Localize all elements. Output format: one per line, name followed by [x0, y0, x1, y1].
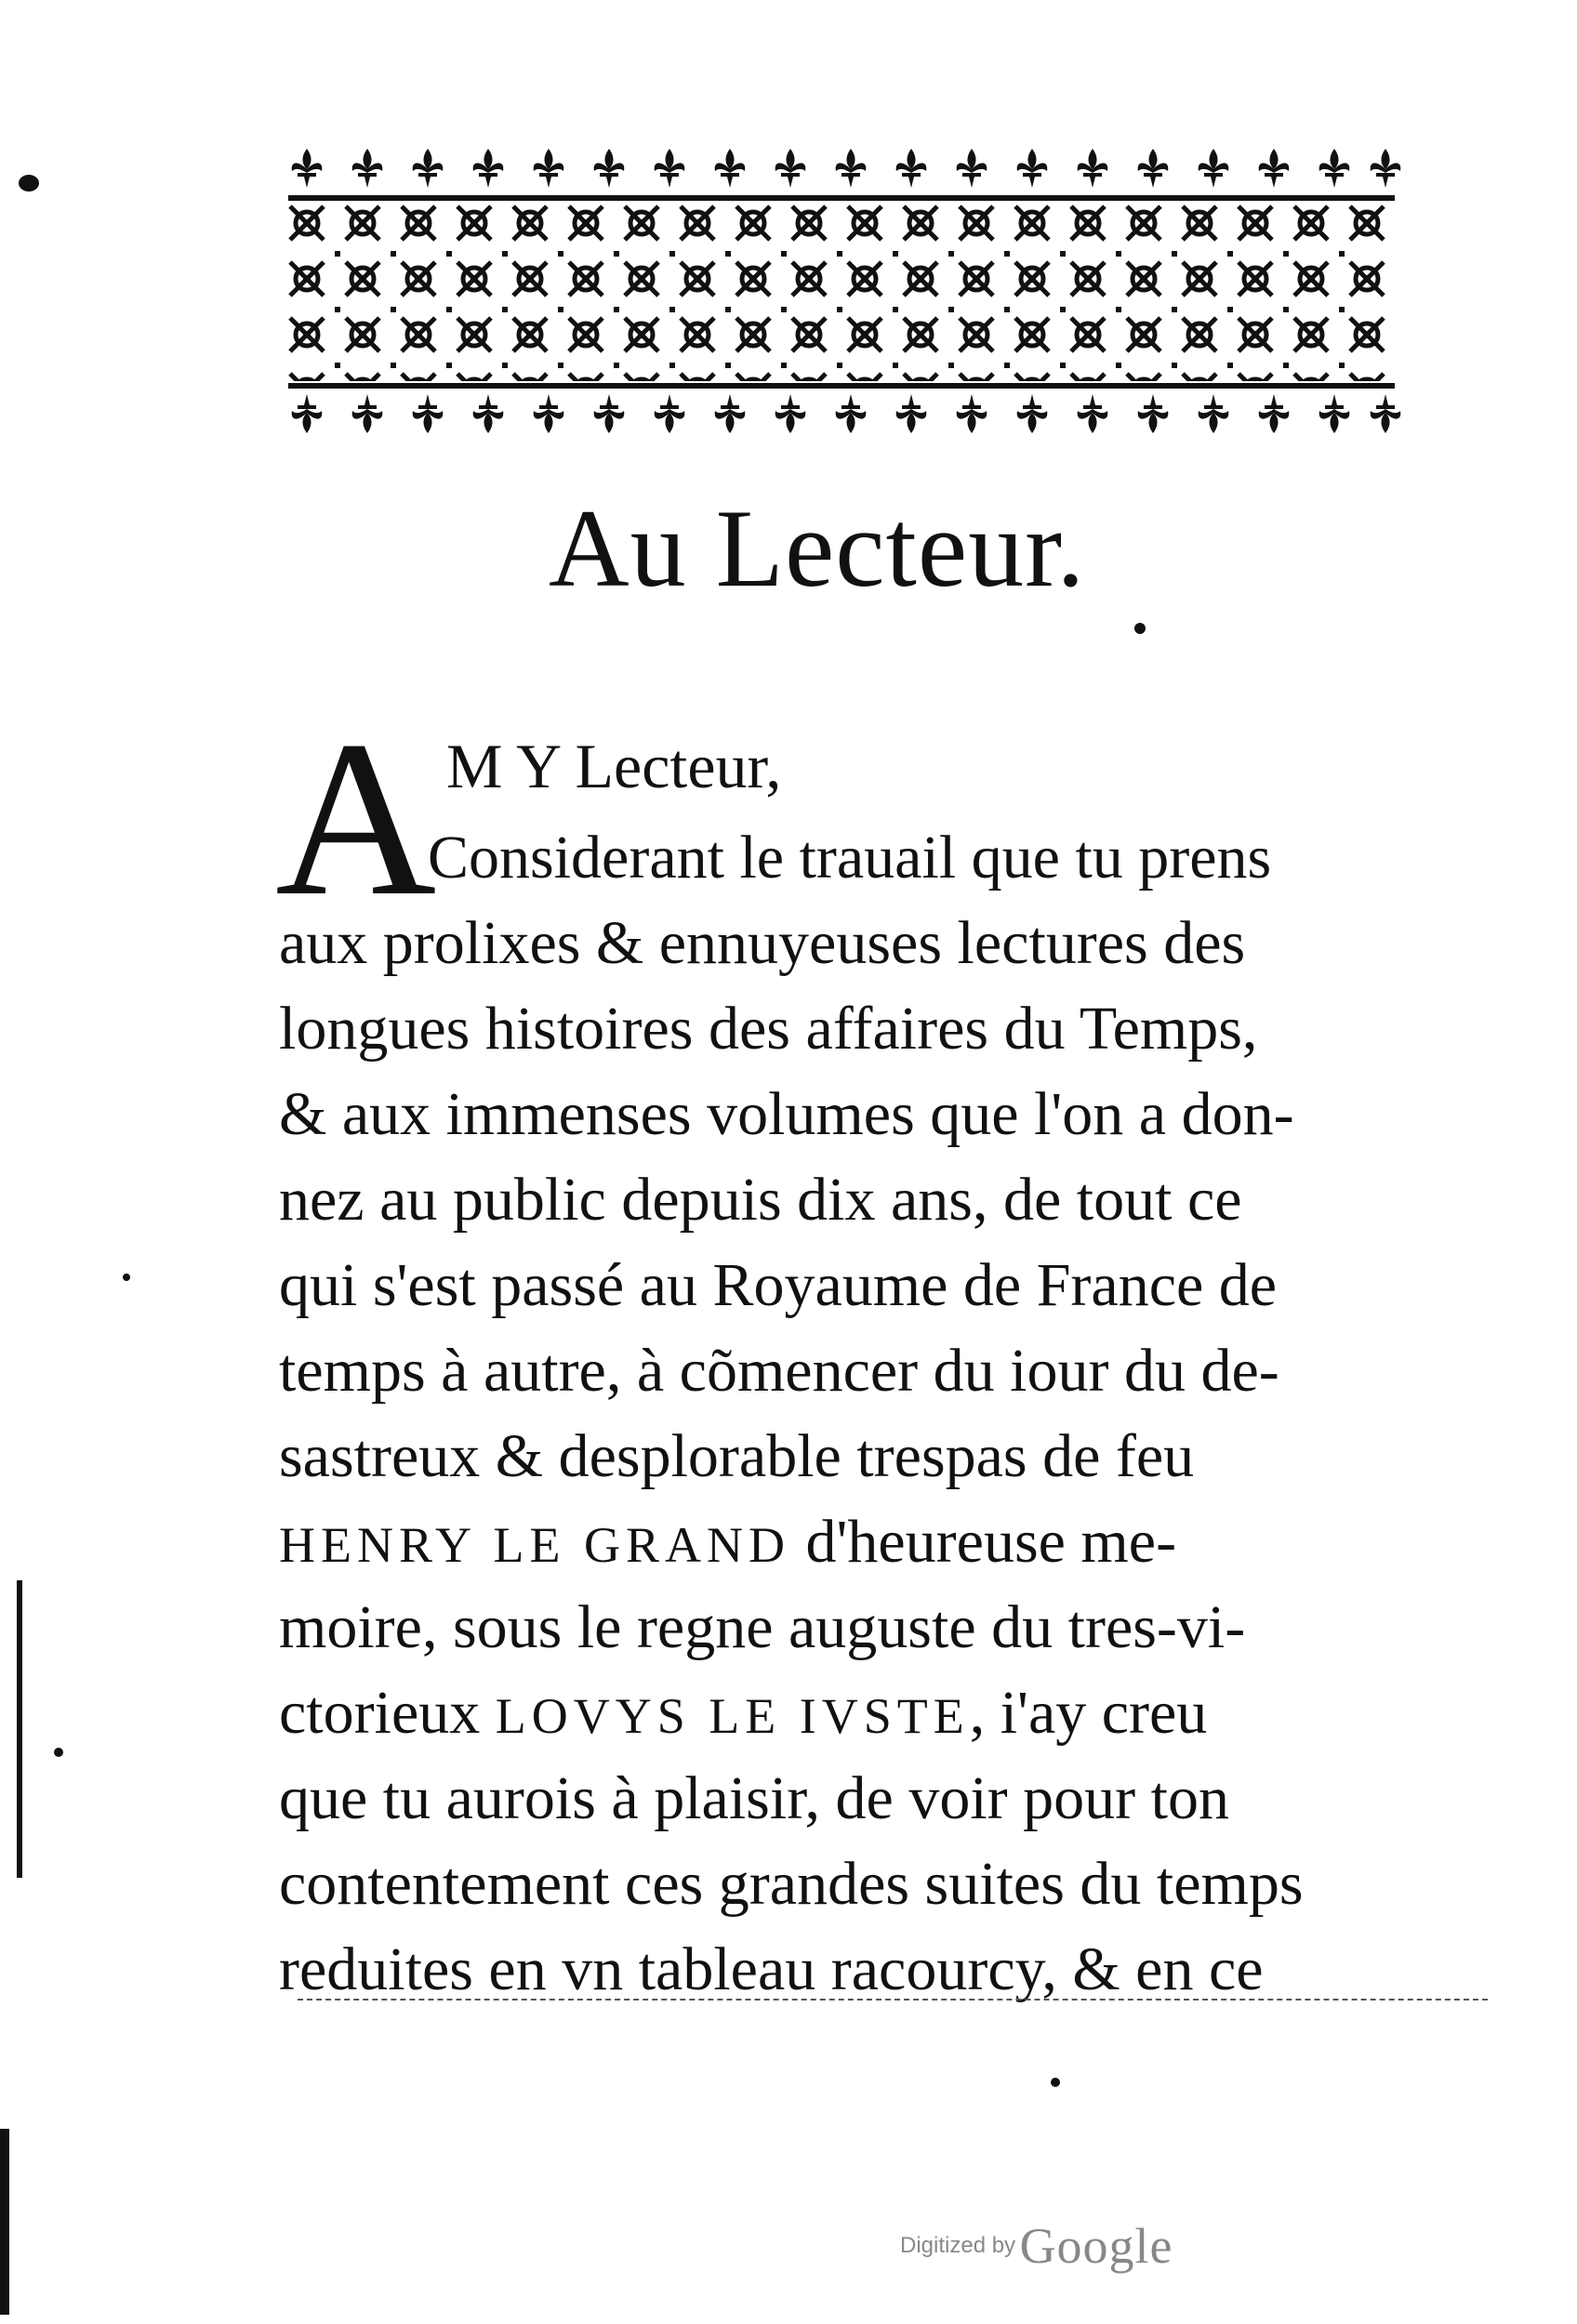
- ink-speck: [54, 1748, 63, 1757]
- text-line-10: moire, sous le regne auguste du tres-vi-: [279, 1593, 1246, 1661]
- page-title: Au Lecteur.: [549, 486, 1086, 610]
- google-watermark: [900, 2217, 1173, 2275]
- text-line-4: & aux immenses volumes que l'on a don-: [279, 1080, 1294, 1148]
- ink-speck: [1134, 623, 1146, 634]
- name-henry-le-grand: HENRY LE GRAND: [279, 1517, 790, 1573]
- text-line-5: nez au public depuis dix ans, de tout ce: [279, 1166, 1242, 1234]
- text-line-8: sastreux & desplorable trespas de feu: [279, 1422, 1195, 1490]
- watermark-brand: Google: [1019, 2218, 1173, 2274]
- name-louys-le-iuste: LOVYS LE IVSTE: [495, 1688, 970, 1744]
- text-line-1: Considerant le trauail que tu prens: [428, 824, 1272, 891]
- margin-edge-mark: [0, 2129, 9, 2315]
- line-11-rest: , i'ay creu: [969, 1679, 1208, 1747]
- ink-speck: [123, 1274, 130, 1281]
- text-line-2: aux prolixes & ennuyeuses lectures des: [279, 909, 1246, 977]
- text-line-6: qui s'est passé au Royaume de France de: [279, 1251, 1278, 1319]
- text-line-13: contentement ces grandes suites du temps: [279, 1850, 1304, 1918]
- watermark-prefix: Digitized by: [900, 2233, 1016, 2258]
- ink-speck: [19, 175, 39, 191]
- text-line-12: que tu aurois à plaisir, de voir pour ton: [279, 1764, 1229, 1832]
- line-9-rest: d'heureuse me-: [790, 1508, 1177, 1576]
- ink-speck: [1051, 2078, 1060, 2087]
- text-line-3: longues histoires des affaires du Temps,: [279, 995, 1258, 1063]
- salutation: M Y Lecteur,: [446, 731, 782, 801]
- ornament-headpiece: [279, 139, 1404, 446]
- drop-capital: A: [275, 694, 437, 942]
- text-line-9: [279, 1508, 1177, 1576]
- text-line-11: [279, 1679, 1208, 1747]
- text-line-7: temps à autre, à cõmencer du iour du de-: [279, 1337, 1279, 1405]
- bottom-rule: [298, 1999, 1488, 2000]
- text-line-14: reduites en vn tableau racourcy, & en ce: [279, 1935, 1264, 2003]
- margin-edge-mark: [17, 1580, 22, 1878]
- line-11-pre: ctorieux: [279, 1679, 496, 1747]
